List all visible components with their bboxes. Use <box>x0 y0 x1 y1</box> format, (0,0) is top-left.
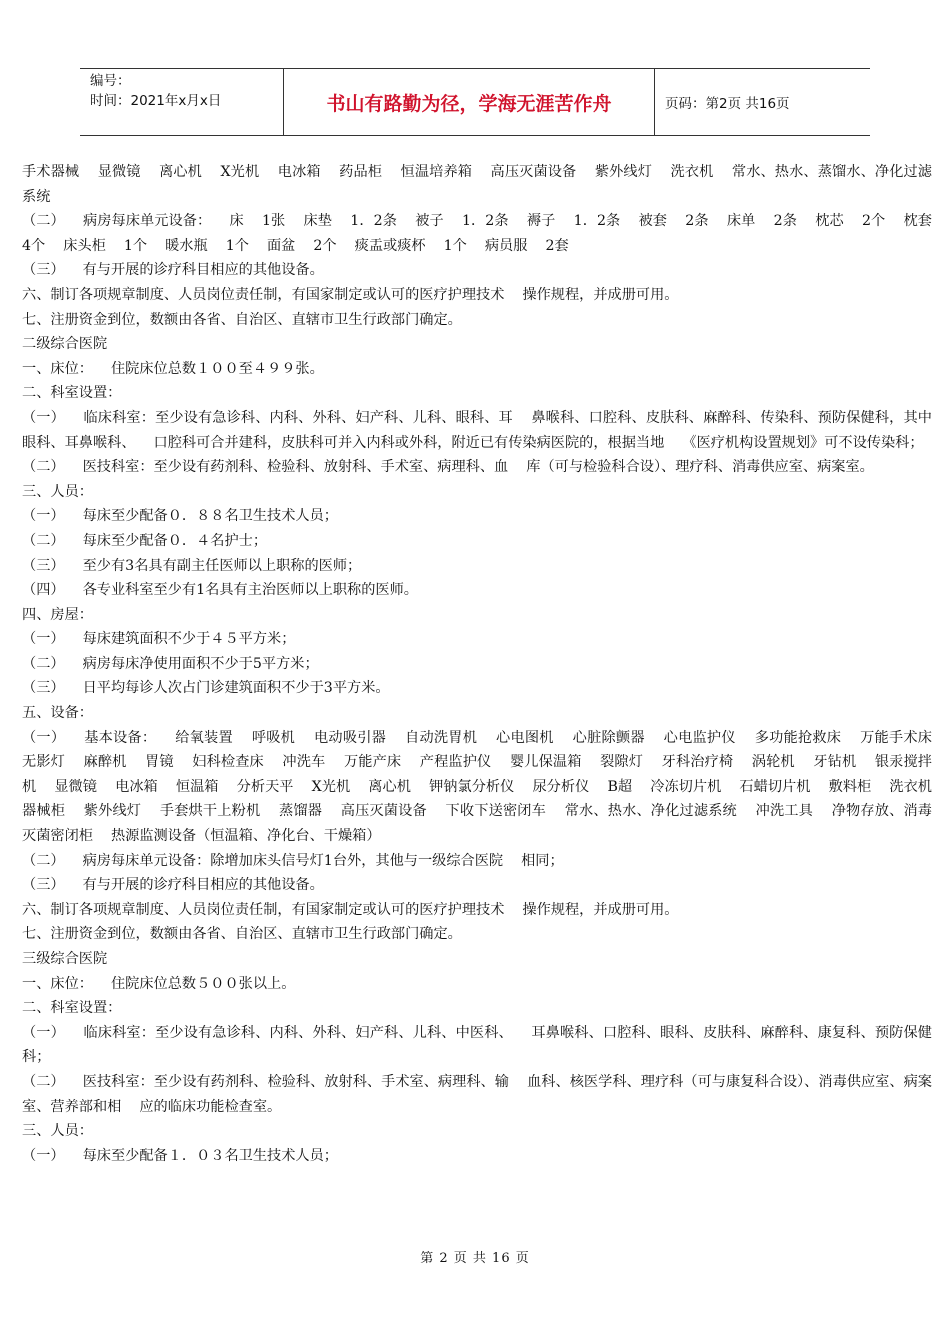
header-motto: 书山有路勤为径，学海无涯苦作舟 <box>283 69 655 135</box>
paragraph: 四、房屋： <box>22 606 93 623</box>
paragraph: 一、床位： 住院床位总数１００至４９９张。 <box>22 360 324 377</box>
paragraph: 手术器械 显微镜 离心机 X光机 电冰箱 药品柜 恒温培养箱 高压灭菌设备 紫外线灯 洗衣机 常水、热水、蒸馏水、净化过滤系统 <box>22 164 932 205</box>
paragraph: 三、人员： <box>22 1123 93 1140</box>
date-label: 时间：2021年x月x日 <box>90 93 222 109</box>
paragraph: （二） 病房每床单元设备：除增加床头信号灯1台外，其他与一级综合医院 相同； <box>22 852 564 869</box>
paragraph: 二、科室设置： <box>22 385 122 402</box>
paragraph: （一） 每床至少配备０．８８名卫生技术人员； <box>22 508 338 525</box>
paragraph: （三） 有与开展的诊疗科目相应的其他设备。 <box>22 877 324 894</box>
paragraph: （二） 医技科室：至少设有药剂科、检验科、放射科、手术室、病理科、输 血科、核医学科、理疗科（可与康复科合设）、消毒供应室、病案室、营养部和相 应的临床功能检查室。 <box>22 1073 932 1115</box>
paragraph: 六、制订各项规章制度、人员岗位责任制，有国家制定或认可的医疗护理技术 操作规程，并成册可用。 <box>22 286 679 303</box>
paragraph: （四） 各专业科室至少有1名具有主治医师以上职称的医师。 <box>22 582 418 599</box>
page-header <box>80 68 870 136</box>
paragraph: （一） 临床科室：至少设有急诊科、内科、外科、妇产科、儿科、眼科、耳 鼻喉科、口腔科、皮肤科、麻醉科、传染科、预防保健科，其中眼科、耳鼻喉科、 口腔科可合并建科，皮肤科可并入内科或外科，附近已有传染病医院的，根据当地 《医疗机构设置规划》可不设传染科； <box>22 409 932 451</box>
paragraph: 七、注册资金到位，数额由各省、自治区、直辖市卫生行政部门确定。 <box>22 926 462 943</box>
paragraph: 三、人员： <box>22 483 93 500</box>
header-meta <box>80 69 283 135</box>
paragraph: （三） 至少有3名具有副主任医师以上职称的医师； <box>22 557 362 574</box>
paragraph: （三） 有与开展的诊疗科目相应的其他设备。 <box>22 262 324 279</box>
paragraph: 七、注册资金到位，数额由各省、自治区、直辖市卫生行政部门确定。 <box>22 311 462 328</box>
paragraph: （二） 病房每床单元设备： 床 1张 床垫 1．2条 被子 1．2条 褥子 1．2条 被套 2条 床单 2条 枕芯 2个 枕套 4个 床头柜 1个 暖水瓶 1个 面盆 2个 痰盂或痰杯 1个 病员服 2套 <box>22 213 950 254</box>
paragraph: 一、床位： 住院床位总数５００张以上。 <box>22 975 296 992</box>
paragraph: 三级综合医院 <box>22 951 108 967</box>
number-label: 编号： <box>90 73 131 89</box>
paragraph: （一） 临床科室：至少设有急诊科、内科、外科、妇产科、儿科、中医科、 耳鼻喉科、口腔科、眼科、皮肤科、麻醉科、康复科、预防保健科； <box>22 1024 932 1066</box>
paragraph: 六、制订各项规章制度、人员岗位责任制，有国家制定或认可的医疗护理技术 操作规程，并成册可用。 <box>22 901 679 918</box>
page-footer: 第 2 页 共 16 页 <box>420 1251 530 1266</box>
paragraph: （一） 每床至少配备１．０３名卫生技术人员； <box>22 1147 338 1164</box>
paragraph: 二级综合医院 <box>22 336 108 353</box>
document-body <box>22 160 950 1168</box>
paragraph: （二） 每床至少配备０．４名护士； <box>22 532 268 549</box>
paragraph: 五、设备： <box>22 705 93 722</box>
paragraph: （二） 医技科室：至少设有药剂科、检验科、放射科、手术室、病理科、血 库（可与检验科合设）、理疗科、消毒供应室、病案室。 <box>22 459 874 476</box>
paragraph: （一） 基本设备： 给氧装置 呼吸机 电动吸引器 自动洗胃机 心电图机 心脏除颤器 心电监护仪 多功能抢救床 万能手术床 无影灯 麻醉机 胃镜 妇科检查床 冲洗车 万能产床 产程监护仪 婴儿保温箱 裂隙灯 牙科治疗椅 涡轮机 牙钻机 银汞搅拌机 显微镜 电冰箱 恒温箱 分析天平 X光机 离心机 钾钠氯分析仪 尿分析仪 B超 冷冻切片机 石蜡切片机 敷料柜 洗衣机 器械柜 紫外线灯 手套烘干上粉机 蒸馏器 高压灭菌设备 下收下送密闭车 常水、热水、净化过滤系统 冲洗工具 净物存放、消毒灭菌密闭柜 热源监测设备（恒温箱、净化台、干燥箱） <box>22 729 950 845</box>
header-page-info: 页码：第2页 共16页 <box>665 96 790 112</box>
paragraph: 二、科室设置： <box>22 1000 122 1017</box>
paragraph: （三） 日平均每诊人次占门诊建筑面积不少于3平方米。 <box>22 680 390 697</box>
paragraph: （一） 每床建筑面积不少于４５平方米； <box>22 631 296 648</box>
paragraph: （二） 病房每床净使用面积不少于5平方米； <box>22 655 319 672</box>
